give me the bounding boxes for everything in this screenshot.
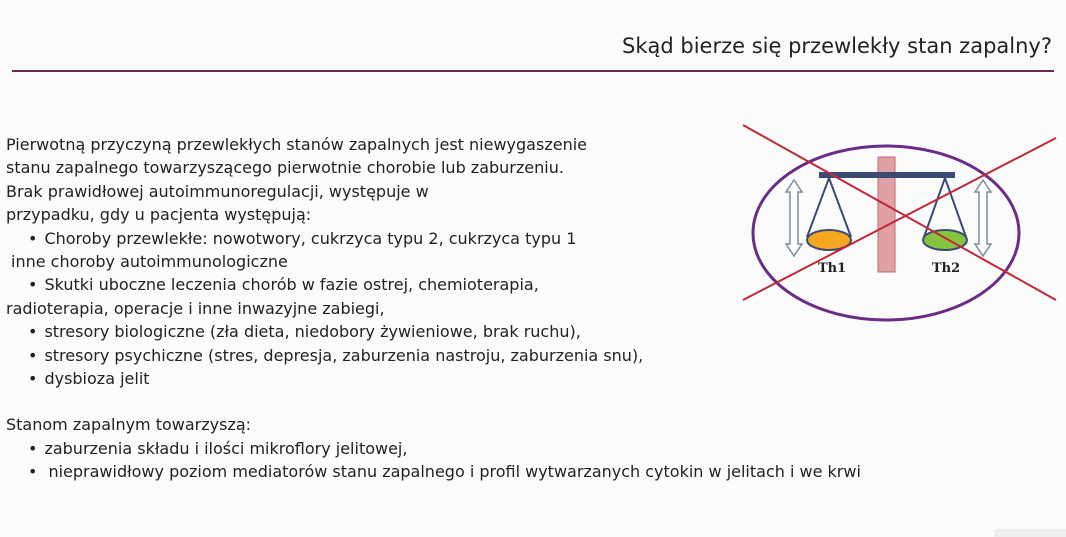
body-line: radioterapia, operacje i inne inwazyjne zabiegi,	[6, 298, 385, 318]
up-down-arrow-icon	[786, 180, 802, 256]
up-down-arrow-icon	[975, 180, 991, 256]
bullet-item: • stresory psychiczne (stres, depresja, zaburzenia nastroju, zaburzenia snu),	[6, 344, 906, 367]
pan-left-string	[807, 178, 829, 237]
label-th1: Th1	[818, 261, 847, 276]
title-divider	[12, 70, 1054, 72]
pan-left-string	[829, 178, 851, 237]
th1-th2-balance-diagram	[738, 120, 1062, 325]
body-line: Pierwotną przyczyną przewlekłych stanów zapalnych jest niewygaszenie	[6, 135, 587, 154]
body-line: stanu zapalnego towarzyszącego pierwotnie chorobie lub zaburzeniu.	[6, 158, 564, 178]
spacer	[6, 390, 906, 413]
slide-title: Skąd bierze się przewlekły stan zapalny?	[622, 34, 1052, 58]
scale-beam	[819, 172, 955, 178]
section-heading: Stanom zapalnym towarzyszą:	[6, 415, 252, 435]
label-th2: Th2	[932, 261, 961, 276]
bullet-item: • Skutki uboczne leczenia chorób w fazie ostrej, chemioterapia,	[6, 273, 906, 296]
body-line: przypadku, gdy u pacjenta występują:	[6, 205, 312, 225]
body-line: Brak prawidłowej autoimmunoregulacji, występuje w	[6, 181, 429, 201]
bullet-item: • zaburzenia składu i ilości mikroflory jelitowej,	[6, 437, 906, 460]
bullet-item: • dysbioza jelit	[6, 367, 906, 390]
bullet-item: • stresory biologiczne (zła dieta, niedobory żywieniowe, brak ruchu),	[6, 320, 906, 343]
body-line: inne choroby autoimmunologiczne	[11, 252, 288, 272]
corner-overlay	[994, 529, 1066, 537]
bullet-item: • Choroby przewlekłe: nowotwory, cukrzyca typu 2, cukrzyca typu 1	[6, 227, 906, 250]
bullet-item: • nieprawidłowy poziom mediatorów stanu zapalnego i profil wytwarzanych cytokin w jelitach i we krwi	[6, 460, 906, 483]
